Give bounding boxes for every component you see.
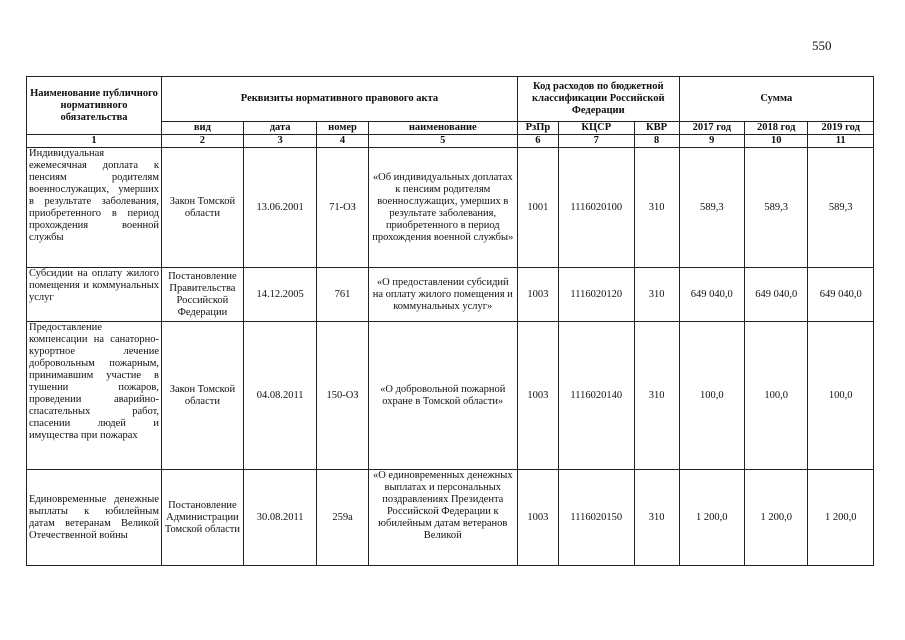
column-number: 5 (368, 135, 517, 148)
sum-2019-cell: 1 200,0 (808, 470, 874, 566)
header-date: дата (243, 122, 317, 135)
act-name-text: «О единовременных денежных выплатах и персональных поздравлениях Президента Российской Федерации к юбилейным датам ветеранов Великой (372, 470, 513, 541)
table-row (27, 268, 874, 322)
header-2019: 2019 год (808, 122, 874, 135)
rzpr-cell: 1001 (517, 148, 558, 268)
sum-2017-cell: 589,3 (679, 148, 744, 268)
act-date-cell: 04.08.2011 (243, 322, 317, 470)
kcsr-cell: 1116020120 (558, 268, 634, 322)
act-name-cell: «О предоставлении субсидий на оплату жилого помещения и коммунальных услуг» (368, 268, 517, 322)
act-date-cell: 14.12.2005 (243, 268, 317, 322)
sum-2019-cell: 100,0 (808, 322, 874, 470)
act-name-cell: «Об индивидуальных доплатах к пенсиям родителям военнослужащих, умерших в результате заболевания, приобретенного в период прохождения военной службы» (368, 148, 517, 268)
header-kvr: КВР (634, 122, 679, 135)
act-type-cell: Постановление Правительства Российской Федерации (162, 268, 244, 322)
kvr-cell: 310 (634, 322, 679, 470)
rzpr-cell: 1003 (517, 322, 558, 470)
kvr-cell: 310 (634, 470, 679, 566)
sum-2018-cell: 589,3 (745, 148, 808, 268)
kcsr-cell: 1116020140 (558, 322, 634, 470)
obligation-cell: Индивидуальная ежемесячная доплата к пенсиям родителям военнослужащих, умерших в результате заболевания, приобретенного в период прохождения военной службы (27, 148, 162, 268)
column-number: 8 (634, 135, 679, 148)
rzpr-cell: 1003 (517, 268, 558, 322)
column-number: 2 (162, 135, 244, 148)
kcsr-cell: 1116020150 (558, 470, 634, 566)
header-sum: Сумма (679, 77, 873, 122)
act-number-cell: 150-ОЗ (317, 322, 368, 470)
column-number: 7 (558, 135, 634, 148)
obligation-cell: Субсидии на оплату жилого помещения и коммунальных услуг (27, 268, 162, 322)
act-name-cell (368, 470, 517, 566)
act-date-cell: 30.08.2011 (243, 470, 317, 566)
sum-2018-cell: 100,0 (745, 322, 808, 470)
table-row (27, 322, 874, 470)
act-date-cell: 13.06.2001 (243, 148, 317, 268)
column-number: 1 (27, 135, 162, 148)
header-kcsr: КЦСР (558, 122, 634, 135)
header-budget-code: Код расходов по бюджетной классификации Российской Федерации (517, 77, 679, 122)
header-2017: 2017 год (679, 122, 744, 135)
act-number-cell: 761 (317, 268, 368, 322)
kcsr-cell: 1116020100 (558, 148, 634, 268)
column-number: 3 (243, 135, 317, 148)
sum-2017-cell: 1 200,0 (679, 470, 744, 566)
header-type: вид (162, 122, 244, 135)
column-number: 9 (679, 135, 744, 148)
table-row (27, 470, 874, 566)
column-number-row (27, 135, 874, 148)
sum-2019-cell: 589,3 (808, 148, 874, 268)
obligation-cell: Единовременные денежные выплаты к юбилейным датам ветеранам Великой Отечественной войны (27, 470, 162, 566)
sum-2018-cell: 1 200,0 (745, 470, 808, 566)
act-type-cell: Постановление Администрации Томской области (162, 470, 244, 566)
page-number: 550 (812, 38, 832, 53)
header-rzpr: РзПр (517, 122, 558, 135)
sum-2019-cell: 649 040,0 (808, 268, 874, 322)
column-number: 4 (317, 135, 368, 148)
header-obligation-name: Наименование публичного нормативного обязательства (27, 77, 162, 135)
column-number: 11 (808, 135, 874, 148)
kvr-cell: 310 (634, 148, 679, 268)
rzpr-cell: 1003 (517, 470, 558, 566)
header-act-requisites: Реквизиты нормативного правового акта (162, 77, 518, 122)
header-number: номер (317, 122, 368, 135)
sum-2017-cell: 100,0 (679, 322, 744, 470)
obligation-cell: Предоставление компенсации на санаторно-курортное лечение добровольным пожарным, принимавшим участие в тушении пожаров, проведении аварийно-спасательных работ, спасении людей и имущества при пожарах (27, 322, 162, 470)
sum-2018-cell: 649 040,0 (745, 268, 808, 322)
act-type-cell: Закон Томской области (162, 148, 244, 268)
act-number-cell: 71-ОЗ (317, 148, 368, 268)
column-number: 10 (745, 135, 808, 148)
kvr-cell: 310 (634, 268, 679, 322)
header-name: наименование (368, 122, 517, 135)
table-row (27, 148, 874, 268)
act-name-cell: «О добровольной пожарной охране в Томской области» (368, 322, 517, 470)
act-type-cell: Закон Томской области (162, 322, 244, 470)
header-2018: 2018 год (745, 122, 808, 135)
act-number-cell: 259а (317, 470, 368, 566)
obligations-table (26, 76, 874, 566)
column-number: 6 (517, 135, 558, 148)
sum-2017-cell: 649 040,0 (679, 268, 744, 322)
